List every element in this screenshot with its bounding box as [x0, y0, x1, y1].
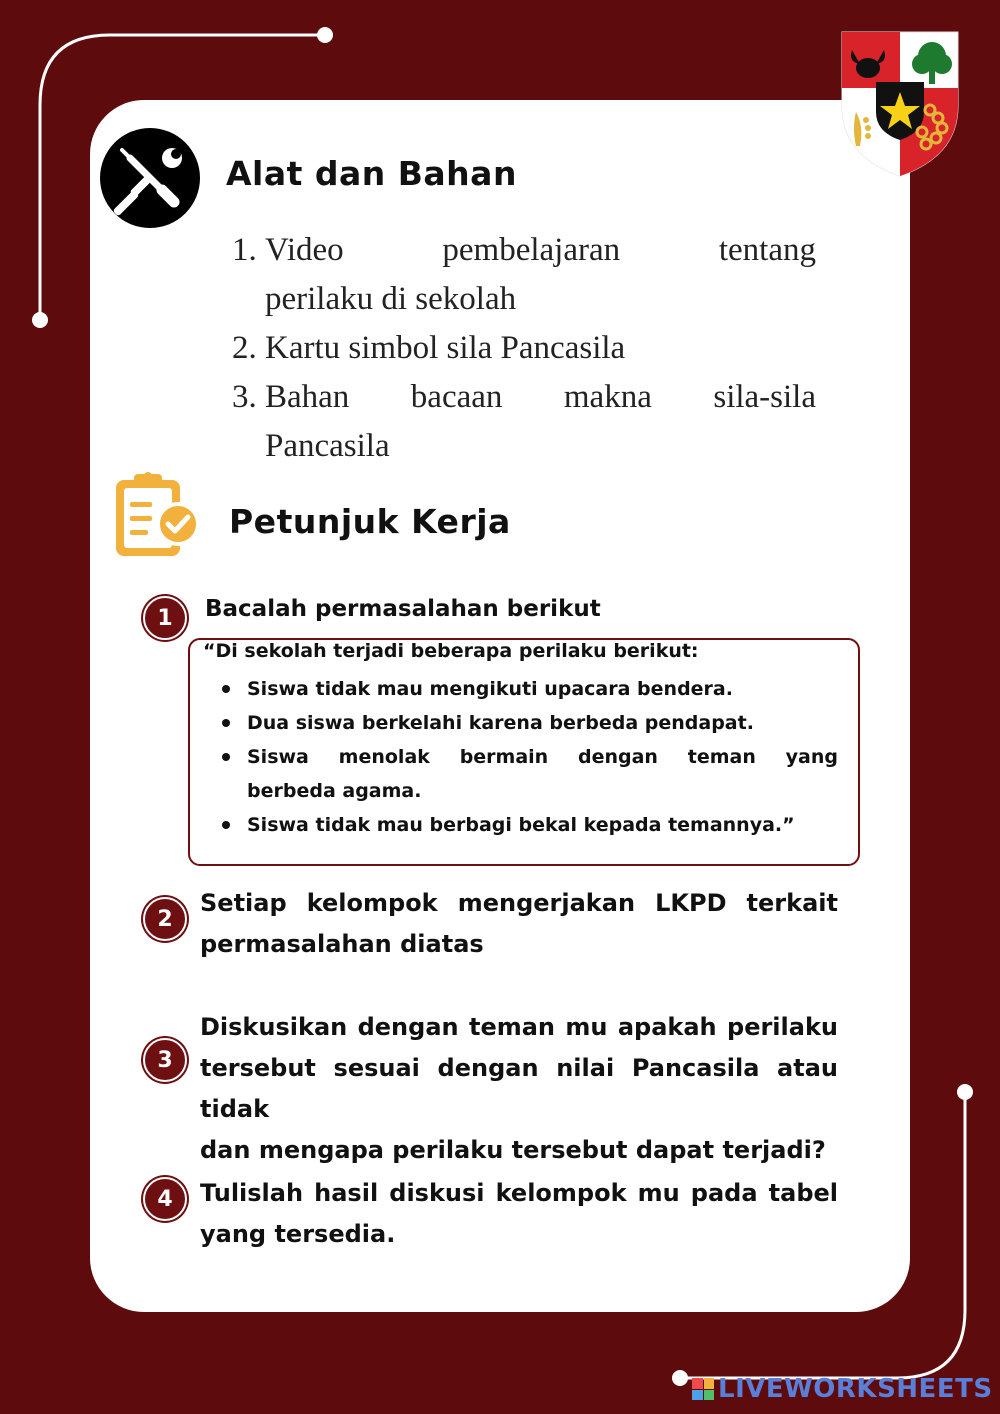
step-text-line: tersebut sesuai dengan nilai Pancasila atau tidak: [200, 1054, 838, 1123]
section-title-alat: Alat dan Bahan: [226, 154, 517, 193]
list-item: [232, 324, 816, 373]
list-text: Kartu simbol sila Pancasila: [265, 330, 626, 366]
step-text-line: dan mengapa perilaku tersebut dapat terjadi?: [200, 1136, 826, 1164]
step-number-badge: 2: [143, 897, 187, 941]
list-item: [218, 740, 838, 808]
liveworksheets-logo[interactable]: [692, 1374, 993, 1404]
step-text: [200, 1173, 838, 1255]
list-text: Dua siswa berkelahi karena berbeda pendapat.: [247, 712, 754, 734]
materials-list: [232, 226, 816, 471]
list-text: Siswa tidak mau berbagi bekal kepada temannya.”: [247, 814, 795, 836]
list-number: 3.: [232, 379, 257, 415]
list-text: perilaku di sekolah: [265, 281, 517, 317]
step-number-badge: 1: [143, 596, 187, 640]
step-number-badge: 3: [143, 1038, 187, 1082]
list-text: Video pembelajaran tentang: [265, 232, 816, 268]
list-item: [218, 672, 838, 706]
step-number-badge: 4: [143, 1177, 187, 1221]
liveworksheets-logo-icon: [692, 1378, 714, 1400]
list-number: 1.: [232, 232, 257, 268]
step-text: [200, 883, 838, 965]
list-text: Pancasila: [265, 428, 390, 464]
step-text: [200, 1007, 838, 1171]
step-text-line: Diskusikan dengan teman mu apakah perilaku: [200, 1013, 838, 1041]
list-item: [218, 808, 838, 842]
tools-icon: [100, 128, 200, 228]
step-text-line: Tulislah hasil diskusi kelompok mu pada tabel: [200, 1179, 838, 1207]
section-title-petunjuk: Petunjuk Kerja: [229, 502, 511, 541]
problem-intro: “Di sekolah terjadi beberapa perilaku berikut:: [203, 640, 699, 662]
step-text-line: yang tersedia.: [200, 1220, 396, 1248]
clipboard-check-icon: [112, 470, 202, 560]
list-item: [218, 706, 838, 740]
list-text: Bahan bacaan makna sila-sila: [265, 379, 816, 415]
watermark-text: LIVEWORKSHEETS: [718, 1374, 993, 1404]
list-item: [232, 226, 816, 324]
list-number: 2.: [232, 330, 257, 366]
step-text-line: permasalahan diatas: [200, 930, 484, 958]
garuda-shield-emblem: [838, 28, 962, 178]
step-title: Bacalah permasalahan berikut: [205, 596, 601, 622]
list-item: [232, 373, 816, 471]
list-text: Siswa tidak mau mengikuti upacara bendera.: [247, 678, 733, 700]
step-text-line: Setiap kelompok mengerjakan LKPD terkait: [200, 889, 838, 917]
list-text: berbeda agama.: [247, 780, 422, 802]
problem-list: [218, 672, 838, 842]
list-text: Siswa menolak bermain dengan teman yang: [247, 746, 838, 768]
